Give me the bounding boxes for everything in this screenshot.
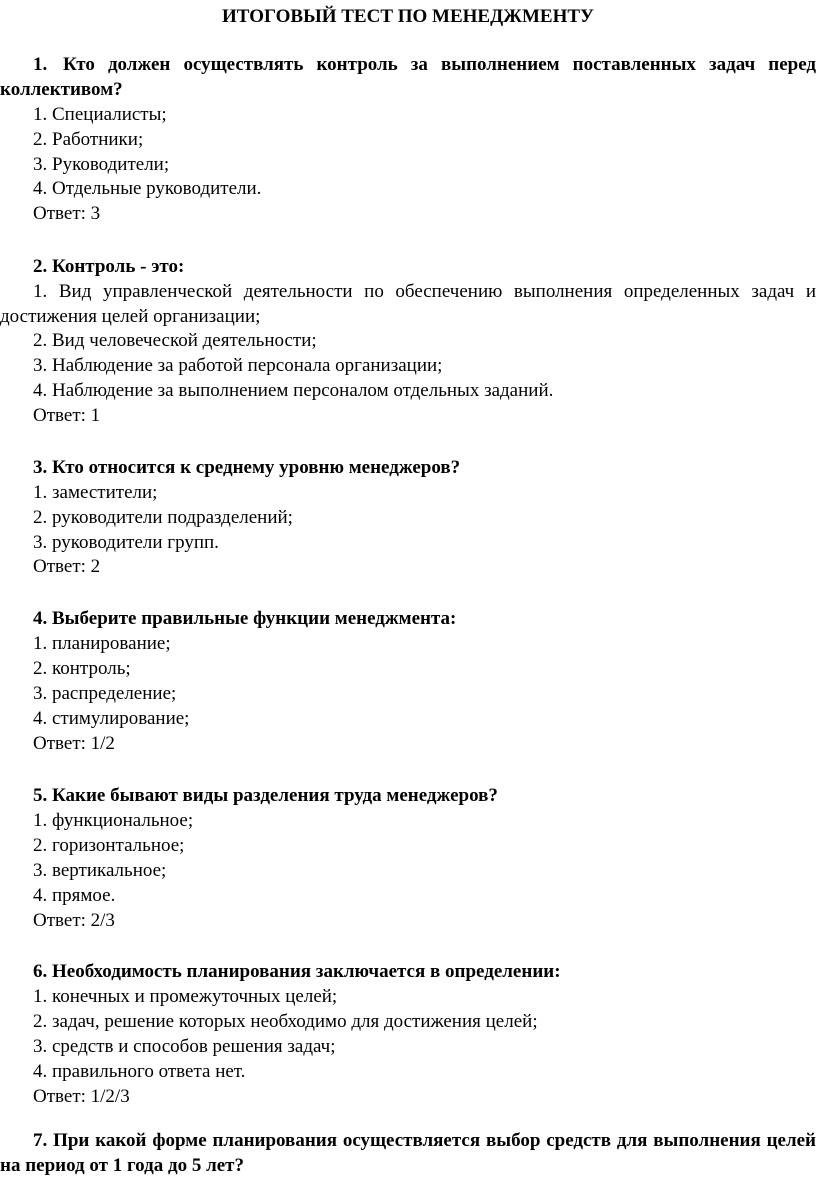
document-title: ИТОГОВЫЙ ТЕСТ ПО МЕНЕДЖМЕНТУ	[222, 6, 594, 27]
q3-answer: Ответ: 2	[33, 556, 101, 577]
question-4: 4. Выберите правильные функции менеджмента:	[33, 608, 457, 629]
q3-option-2: 2. руководители подразделений;	[33, 507, 293, 528]
q4-option-4: 4. стимулирование;	[33, 708, 190, 729]
q4-option-2: 2. контроль;	[33, 658, 131, 679]
question-7: 7. При какой форме планирования осуществляется выбор средств для выполнения целей на период от 1 года до 5 лет?	[0, 1130, 816, 1176]
q1-option-1: 1. Специалисты;	[33, 104, 167, 125]
q6-answer: Ответ: 1/2/3	[33, 1086, 130, 1107]
question-1-text: Кто должен осуществлять контроль за выполнением поставленных задач перед коллективом?	[0, 54, 816, 100]
question-5: 5. Какие бывают виды разделения труда менеджеров?	[33, 785, 498, 806]
q6-option-1: 1. конечных и промежуточных целей;	[33, 986, 338, 1007]
q3-option-3: 3. руководители групп.	[33, 532, 219, 553]
q2-option-1: 1. Вид управленческой деятельности по обеспечению выполнения определенных задач и достижения целей организации;	[0, 281, 816, 327]
q2-answer: Ответ: 1	[33, 405, 101, 426]
q2-option-2: 2. Вид человеческой деятельности;	[33, 330, 317, 351]
q4-option-3: 3. распределение;	[33, 683, 177, 704]
q5-option-3: 3. вертикальное;	[33, 860, 167, 881]
q4-option-1: 1. планирование;	[33, 633, 171, 654]
q6-option-2: 2. задач, решение которых необходимо для достижения целей;	[33, 1011, 538, 1032]
question-1-number: 1.	[33, 54, 48, 75]
question-3: 3. Кто относится к среднему уровню менеджеров?	[33, 457, 461, 478]
q1-option-3: 3. Руководители;	[33, 154, 170, 175]
q1-option-2: 2. Работники;	[33, 129, 144, 150]
q6-option-3: 3. средств и способов решения задач;	[33, 1036, 336, 1057]
q5-answer: Ответ: 2/3	[33, 910, 115, 931]
question-6: 6. Необходимость планирования заключается в определении:	[33, 961, 561, 982]
q2-option-3: 3. Наблюдение за работой персонала организации;	[33, 355, 443, 376]
q5-option-1: 1. функциональное;	[33, 810, 194, 831]
q1-answer: Ответ: 3	[33, 203, 101, 224]
q3-option-1: 1. заместители;	[33, 482, 158, 503]
q2-option-4: 4. Наблюдение за выполнением персоналом отдельных заданий.	[33, 380, 554, 401]
question-1	[0, 53, 816, 102]
question-2: 2. Контроль - это:	[33, 256, 185, 277]
q4-answer: Ответ: 1/2	[33, 733, 115, 754]
q6-option-4: 4. правильного ответа нет.	[33, 1061, 246, 1082]
q5-option-2: 2. горизонтальное;	[33, 835, 185, 856]
q5-option-4: 4. прямое.	[33, 885, 116, 906]
q1-option-4: 4. Отдельные руководители.	[33, 178, 262, 199]
